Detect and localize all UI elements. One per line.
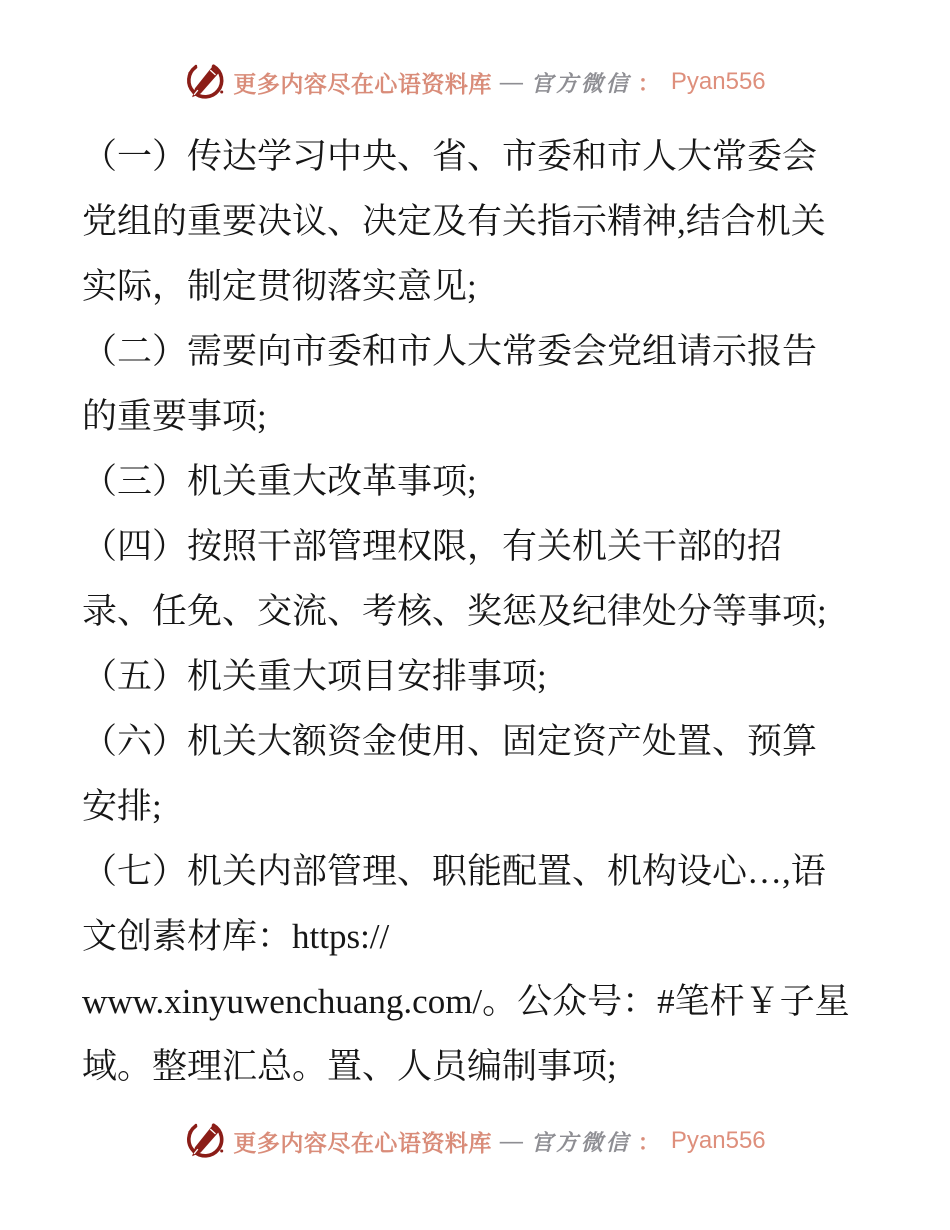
text-line: （二）需要向市委和市人大常委会党组请示报告 <box>82 332 818 371</box>
text-line: （四）按照干部管理权限，有关机关干部的招 <box>82 527 783 566</box>
watermark-wechat-id: Pyan556 <box>670 1127 766 1154</box>
watermark-colon: ： <box>637 70 660 96</box>
text-line: （六）机关大额资金使用、固定资产处置、预算 <box>82 722 818 761</box>
text-line: 党组的重要决议、决定及有关指示精神,结合机关 <box>82 202 826 241</box>
text-line: 安排; <box>82 787 162 826</box>
watermark-channel-label: 官方微信 <box>530 1129 631 1155</box>
text-line: （五）机关重大项目安排事项; <box>82 657 547 696</box>
text-line: www.xinyuwenchuang.com/。公众号：#笔杆￥子星 <box>82 982 850 1021</box>
watermark-brand-text: 更多内容尽在心语资料库 <box>233 1130 492 1156</box>
watermark-separator: — <box>499 69 523 94</box>
ink-pen-seal-logo-icon <box>184 1120 226 1162</box>
watermark-channel-label: 官方微信 <box>530 70 631 96</box>
watermark-separator: — <box>499 1128 523 1153</box>
clause-paragraph-2 <box>82 319 872 449</box>
text-line: 的重要事项; <box>82 397 267 436</box>
text-line: 录、任免、交流、考核、奖惩及纪律处分等事项; <box>82 592 827 631</box>
clause-paragraph-5 <box>82 644 872 709</box>
clause-paragraph-7 <box>82 839 872 1099</box>
watermark-colon: ： <box>637 1129 660 1155</box>
ink-pen-seal-logo-icon <box>184 61 226 103</box>
watermark-brand-text: 更多内容尽在心语资料库 <box>233 71 492 97</box>
text-line: （七）机关内部管理、职能配置、机构设心…,语 <box>82 852 826 891</box>
clause-paragraph-6 <box>82 709 872 839</box>
document-body <box>0 104 950 1099</box>
watermark-wechat-id: Pyan556 <box>670 68 766 95</box>
footer-watermark <box>0 1099 950 1163</box>
clause-paragraph-3 <box>82 449 872 514</box>
header-watermark <box>0 0 950 104</box>
clause-paragraph-4 <box>82 514 872 644</box>
text-line: 文创素材库：https:// <box>82 917 390 956</box>
text-line: （三）机关重大改革事项; <box>82 462 477 501</box>
clause-paragraph-1 <box>82 124 872 319</box>
text-line: （一）传达学习中央、省、市委和市人大常委会 <box>82 137 818 176</box>
text-line: 域。整理汇总。置、人员编制事项; <box>82 1047 617 1086</box>
text-line: 实际，制定贯彻落实意见; <box>82 267 477 306</box>
